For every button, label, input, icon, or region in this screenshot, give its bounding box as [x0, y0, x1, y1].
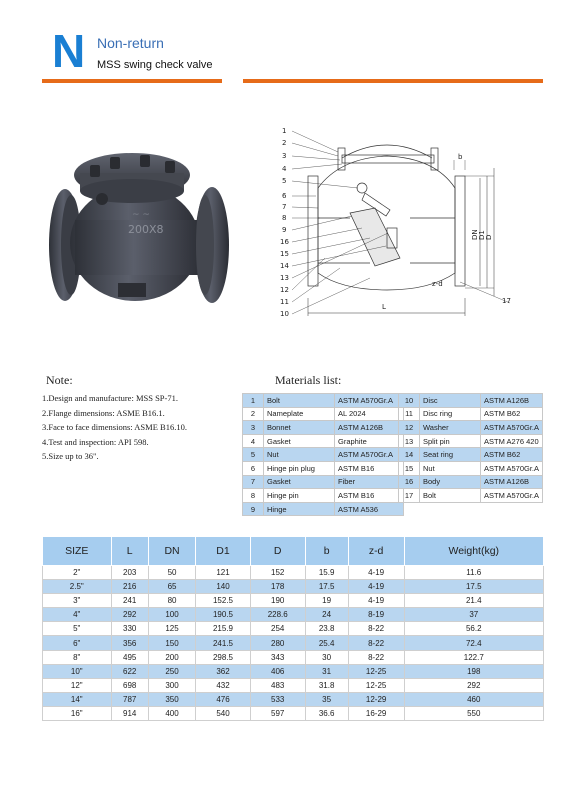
callout-16: 16 — [280, 238, 289, 246]
callout-12: 12 — [280, 286, 289, 294]
table-cell: 15.9 — [305, 566, 348, 580]
table-row — [43, 622, 544, 636]
material-row: 16 Body ASTM A126B — [399, 475, 543, 489]
table-cell: 37 — [404, 608, 543, 622]
table-cell: 125 — [148, 622, 195, 636]
table-cell: 4-19 — [348, 566, 404, 580]
table-cell: 122.7 — [404, 650, 543, 664]
callout-6: 6 — [282, 192, 287, 200]
callout-7: 7 — [282, 203, 287, 211]
table-cell: 35 — [305, 692, 348, 706]
valve-cross-section-drawing — [280, 118, 520, 323]
table-row — [43, 566, 544, 580]
table-cell: 25.4 — [305, 636, 348, 650]
col-b: b — [305, 537, 348, 566]
note-item: 1.Design and manufacture: MSS SP-71. — [42, 393, 178, 403]
callout-5: 5 — [282, 177, 287, 185]
table-cell: 6" — [43, 636, 112, 650]
callout-10: 10 — [280, 310, 289, 318]
material-row: 10 Disc ASTM A126B — [399, 394, 543, 408]
callout-3: 3 — [282, 152, 287, 160]
material-row: 8 Hinge pin ASTM B16 — [243, 489, 404, 503]
table-cell: 350 — [148, 692, 195, 706]
table-cell: 241 — [111, 594, 148, 608]
dim-d: D — [485, 234, 493, 240]
material-row: 3 Bonnet ASTM A126B — [243, 421, 404, 435]
dimensions-table-body — [43, 566, 544, 721]
table-cell: 36.6 — [305, 706, 348, 720]
table-cell: 65 — [148, 580, 195, 594]
table-cell: 19 — [305, 594, 348, 608]
table-cell: 12" — [43, 678, 112, 692]
table-cell: 150 — [148, 636, 195, 650]
table-row — [43, 692, 544, 706]
table-cell: 698 — [111, 678, 148, 692]
table-row — [43, 678, 544, 692]
material-row: 14 Seat ring ASTM B62 — [399, 448, 543, 462]
material-row: 5 Nut ASTM A570Gr.A — [243, 448, 404, 462]
callout-17: 17 — [502, 297, 511, 305]
material-row: 6 Hinge pin plug ASTM B16 — [243, 461, 404, 475]
callout-14: 14 — [280, 262, 289, 270]
table-cell: 31 — [305, 664, 348, 678]
table-cell: 100 — [148, 608, 195, 622]
notes-title: Note: — [46, 373, 73, 387]
table-cell: 622 — [111, 664, 148, 678]
table-row — [43, 706, 544, 720]
table-cell: 16-29 — [348, 706, 404, 720]
table-cell: 228.6 — [250, 608, 305, 622]
table-cell: 11.6 — [404, 566, 543, 580]
dim-b: b — [458, 153, 463, 161]
table-cell: 8" — [43, 650, 112, 664]
note-item: 5.Size up to 36". — [42, 451, 99, 462]
table-cell: 198 — [404, 664, 543, 678]
material-row: 12 Washer ASTM A570Gr.A — [399, 421, 543, 435]
table-cell: 292 — [404, 678, 543, 692]
col-l: L — [111, 537, 148, 566]
table-cell: 8-22 — [348, 650, 404, 664]
col-size: SIZE — [43, 537, 112, 566]
table-cell: 4-19 — [348, 580, 404, 594]
table-cell: 914 — [111, 706, 148, 720]
dim-zd: z-d — [432, 280, 443, 288]
table-cell: 460 — [404, 692, 543, 706]
table-cell: 50 — [148, 566, 195, 580]
note-item: 3.Face to face dimensions: ASME B16.10. — [42, 422, 187, 433]
table-cell: 8-22 — [348, 622, 404, 636]
table-cell: 343 — [250, 650, 305, 664]
dim-d1: D1 — [478, 230, 486, 240]
material-row: 15 Nut ASTM A570Gr.A — [399, 461, 543, 475]
table-cell: 787 — [111, 692, 148, 706]
table-cell: 17.5 — [305, 580, 348, 594]
table-cell: 10" — [43, 664, 112, 678]
note-item: 2.Flange dimensions: ASME B16.1. — [42, 407, 165, 418]
table-cell: 432 — [196, 678, 251, 692]
table-cell: 31.8 — [305, 678, 348, 692]
page-subtitle: MSS swing check valve — [97, 59, 213, 71]
table-cell: 5" — [43, 622, 112, 636]
body-marking-text: 200X8 — [128, 223, 164, 236]
table-cell: 483 — [250, 678, 305, 692]
callout-2: 2 — [282, 139, 287, 147]
table-cell: 495 — [111, 650, 148, 664]
table-cell: 362 — [196, 664, 251, 678]
page-header — [0, 0, 585, 90]
table-cell: 406 — [250, 664, 305, 678]
callout-13: 13 — [280, 274, 289, 282]
material-row: 13 Split pin ASTM A276 420 — [399, 434, 543, 448]
table-row — [43, 650, 544, 664]
table-cell: 12-25 — [348, 678, 404, 692]
page-title: Non-return — [97, 35, 164, 51]
table-cell: 216 — [111, 580, 148, 594]
material-row: 11 Disc ring ASTM B62 — [399, 407, 543, 421]
table-cell: 17.5 — [404, 580, 543, 594]
materials-table-right — [398, 393, 543, 503]
table-cell: 533 — [250, 692, 305, 706]
table-cell: 356 — [111, 636, 148, 650]
col-d1: D1 — [196, 537, 251, 566]
table-cell: 292 — [111, 608, 148, 622]
materials-title: Materials list: — [275, 373, 342, 387]
table-cell: 12-25 — [348, 664, 404, 678]
table-cell: 597 — [250, 706, 305, 720]
table-cell: 16" — [43, 706, 112, 720]
table-cell: 8-22 — [348, 636, 404, 650]
table-row — [43, 608, 544, 622]
accent-bar-right — [243, 79, 543, 83]
table-row — [43, 664, 544, 678]
table-cell: 72.4 — [404, 636, 543, 650]
table-cell: 56.2 — [404, 622, 543, 636]
callout-11: 11 — [280, 298, 289, 306]
table-cell: 200 — [148, 650, 195, 664]
table-cell: 4" — [43, 608, 112, 622]
note-item: 4.Test and inspection: API 598. — [42, 436, 149, 447]
material-row: 7 Gasket Fiber — [243, 475, 404, 489]
table-row — [43, 636, 544, 650]
material-row: 1 Bolt ASTM A570Gr.A — [243, 394, 404, 408]
table-cell: 550 — [404, 706, 543, 720]
table-cell: 280 — [250, 636, 305, 650]
table-cell: 23.8 — [305, 622, 348, 636]
table-cell: 241.5 — [196, 636, 251, 650]
dimensions-table — [42, 536, 544, 721]
table-cell: 178 — [250, 580, 305, 594]
table-header-row — [43, 537, 544, 566]
table-cell: 298.5 — [196, 650, 251, 664]
material-row: 2 Nameplate AL 2024 — [243, 407, 404, 421]
materials-table-left — [242, 393, 404, 516]
col-zd: z-d — [348, 537, 404, 566]
material-row: 9 Hinge ASTM A536 — [243, 502, 404, 516]
table-row — [43, 580, 544, 594]
callout-1: 1 — [282, 127, 287, 135]
table-cell: 152.5 — [196, 594, 251, 608]
table-cell: 3" — [43, 594, 112, 608]
table-cell: 330 — [111, 622, 148, 636]
table-cell: 21.4 — [404, 594, 543, 608]
material-row: 4 Gasket Graphite — [243, 434, 404, 448]
table-cell: 250 — [148, 664, 195, 678]
callout-9: 9 — [282, 226, 287, 234]
table-cell: 30 — [305, 650, 348, 664]
table-cell: 2.5" — [43, 580, 112, 594]
col-dn: DN — [148, 537, 195, 566]
callout-15: 15 — [280, 250, 289, 258]
table-cell: 540 — [196, 706, 251, 720]
accent-bar-left — [42, 79, 222, 83]
callout-8: 8 — [282, 214, 287, 222]
table-cell: 80 — [148, 594, 195, 608]
dim-l: L — [382, 303, 386, 311]
table-row — [43, 594, 544, 608]
table-cell: 140 — [196, 580, 251, 594]
section-letter: N — [52, 25, 86, 77]
svg-text:~ ~: ~ ~ — [132, 210, 150, 220]
table-cell: 476 — [196, 692, 251, 706]
table-cell: 121 — [196, 566, 251, 580]
table-cell: 254 — [250, 622, 305, 636]
dim-dn: DN — [471, 229, 479, 240]
valve-photo — [40, 135, 235, 315]
table-cell: 203 — [111, 566, 148, 580]
col-weight: Weight(kg) — [404, 537, 543, 566]
table-cell: 2" — [43, 566, 112, 580]
table-cell: 8-19 — [348, 608, 404, 622]
table-cell: 4-19 — [348, 594, 404, 608]
table-cell: 190.5 — [196, 608, 251, 622]
table-cell: 300 — [148, 678, 195, 692]
table-cell: 215.9 — [196, 622, 251, 636]
table-cell: 400 — [148, 706, 195, 720]
col-d: D — [250, 537, 305, 566]
table-cell: 190 — [250, 594, 305, 608]
table-cell: 12-29 — [348, 692, 404, 706]
table-cell: 24 — [305, 608, 348, 622]
callout-4: 4 — [282, 165, 287, 173]
table-cell: 152 — [250, 566, 305, 580]
notes-list — [42, 391, 187, 464]
table-cell: 14" — [43, 692, 112, 706]
material-row: 17 Bolt ASTM A570Gr.A — [399, 489, 543, 503]
